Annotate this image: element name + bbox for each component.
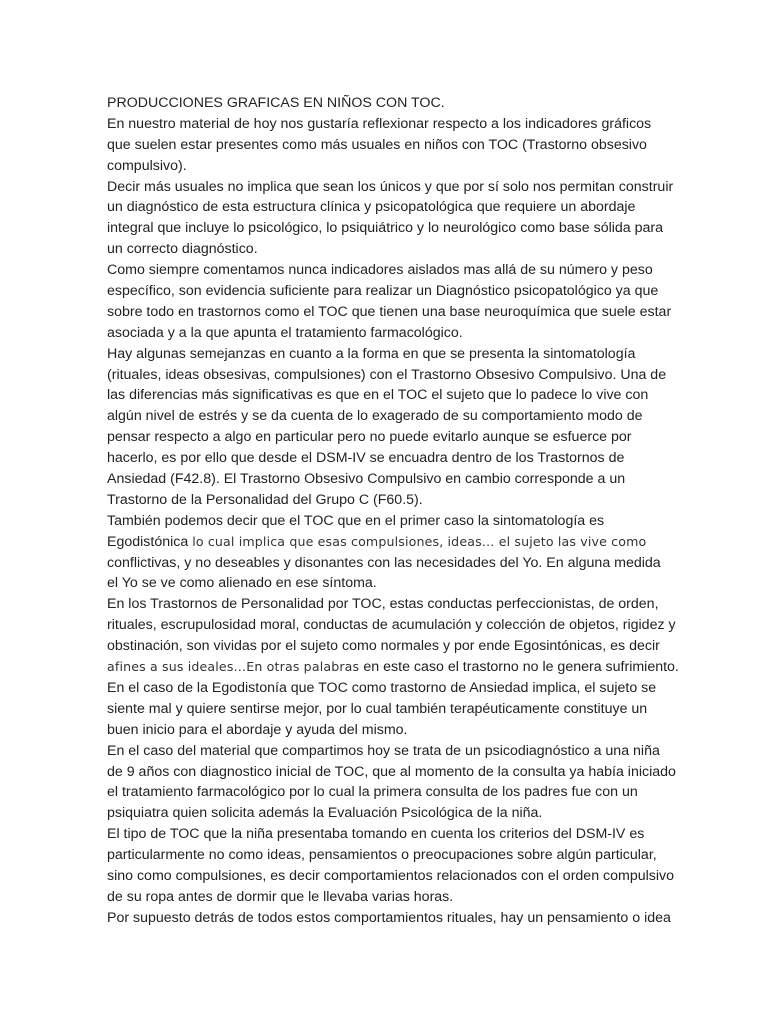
text-segment: obstinación, son vividas por el sujeto como normales y por ende Egosintónicas, es decir — [107, 638, 660, 655]
text-segment: Como siempre comentamos nunca indicadores aislados mas allá de su número y peso — [107, 262, 653, 279]
text-line — [107, 762, 676, 783]
text-line — [107, 344, 667, 365]
text-segment: Decir más usuales no implica que sean los únicos y que por sí solo nos permitan construir — [107, 178, 674, 195]
text-segment: en este caso el trastorno no le genera sufrimiento. — [363, 659, 679, 676]
text-segment: lo cual implica que esas compulsiones, ideas… el sujeto las vive como — [192, 533, 647, 549]
text-line — [107, 803, 667, 824]
text-line — [107, 114, 667, 135]
text-segment: sobre todo en trastornos como el TOC que tienen una base neuroquímica que suele estar — [107, 303, 672, 320]
text-line — [107, 678, 667, 699]
text-line — [107, 448, 667, 469]
text-segment: PRODUCCIONES GRAFICAS EN NIÑOS CON TOC. — [107, 95, 445, 111]
text-segment: pensar respecto a algo en particular pero no puede evitarlo aunque se esfuerce por — [107, 429, 632, 446]
text-line — [107, 177, 674, 198]
text-line — [107, 93, 667, 114]
text-line — [107, 239, 667, 260]
text-line — [107, 866, 674, 887]
text-segment: de 9 años con diagnostico inicial de TOC, que al momento de la consulta ya había iniciado — [107, 763, 676, 780]
text-line — [107, 615, 676, 636]
text-line — [107, 845, 667, 866]
text-segment: Hay algunas semejanzas en cuanto a la forma en que se presenta la sintomatología — [107, 345, 636, 362]
text-segment: psiquiatra quien solicita además la Evaluación Psicológica de la niña. — [107, 805, 543, 822]
text-segment: El tipo de TOC que la niña presentaba tomando en cuenta los criterios del DSM-IV es — [107, 826, 645, 843]
text-segment: específico, son evidencia suficiente para realizar un Diagnóstico psicopatológico ya que — [107, 283, 659, 300]
text-segment: las diferencias más significativas es que en el TOC el sujeto que lo padece lo vive con — [107, 387, 649, 404]
text-segment: Por supuesto detrás de todos estos comportamientos rituales, hay un pensamiento o idea — [107, 909, 671, 926]
text-segment: siente mal y quiere sentirse mejor, por lo cual también terapéuticamente constituye un — [107, 700, 648, 717]
text-line — [107, 469, 667, 490]
text-line — [107, 532, 667, 553]
text-line — [107, 573, 667, 594]
text-line — [107, 260, 667, 281]
text-line — [107, 197, 667, 218]
text-segment: En el caso del material que compartimos hoy se trata de un psicodiagnóstico a una niña — [107, 742, 660, 759]
text-segment: el tratamiento farmacológico por lo cual la primera consulta de los padres fue con un — [107, 784, 638, 801]
text-line — [107, 302, 672, 323]
text-line — [107, 323, 667, 344]
text-line — [107, 427, 667, 448]
text-line — [107, 887, 667, 908]
text-segment: el Yo se ve como alienado en ese síntoma. — [107, 575, 377, 592]
text-line — [107, 908, 671, 929]
text-segment: algún nivel de estrés y se da cuenta de lo exagerado de su comportamiento modo de — [107, 408, 643, 425]
text-segment: afines a sus ideales…En otras palabras — [107, 659, 364, 675]
text-segment: En nuestro material de hoy nos gustaría reflexionar respecto a los indicadores gráficos — [107, 115, 652, 132]
text-line — [107, 699, 667, 720]
text-segment: un correcto diagnóstico. — [107, 241, 258, 258]
text-segment: sino como compulsiones, es decir comportamientos relacionados con el orden compulsivo — [107, 867, 674, 884]
text-segment: que suelen estar presentes como más usuales en niños con TOC (Trastorno obsesivo — [107, 136, 647, 153]
text-segment: hacerlo, es por ello que desde el DSM-IV se encuadra dentro de los Trastornos de — [107, 450, 625, 467]
text-segment: compulsivo). — [107, 157, 187, 174]
text-segment: integral que incluye lo psicológico, lo psiquiátrico y lo neurológico como base sólida para — [107, 220, 664, 237]
text-line — [107, 385, 667, 406]
text-line — [107, 281, 667, 302]
text-segment: buen inicio para el abordaje y ayuda del mismo. — [107, 721, 408, 738]
text-segment: asociada y a la que apunta el tratamiento farmacológico. — [107, 324, 463, 341]
text-segment: Egodistónica — [107, 533, 193, 550]
text-line — [107, 135, 667, 156]
text-line — [107, 720, 667, 741]
text-line — [107, 490, 667, 511]
document-page — [107, 93, 679, 929]
text-segment: de su ropa antes de dormir que le llevaba varias horas. — [107, 888, 454, 905]
text-line — [107, 741, 667, 762]
text-segment: un diagnóstico de esta estructura clínica y psicopatológica que requiere un abordaje — [107, 199, 636, 216]
text-segment: conflictivas, y no deseables y disonantes con las necesidades del Yo. En alguna medida — [107, 554, 661, 571]
text-line — [107, 657, 679, 678]
text-line — [107, 156, 667, 177]
text-segment: (rituales, ideas obsesivas, compulsiones) con el Trastorno Obsesivo Compulsivo. Una de — [107, 366, 667, 383]
text-line — [107, 365, 667, 386]
text-line — [107, 406, 667, 427]
text-line — [107, 218, 667, 239]
text-line — [107, 824, 667, 845]
text-segment: También podemos decir que el TOC que en el primer caso la sintomatología es — [107, 512, 605, 529]
text-segment: En el caso de la Egodistonía que TOC como trastorno de Ansiedad implica, el sujeto se — [107, 679, 657, 696]
text-segment: Trastorno de la Personalidad del Grupo C (F60.5). — [107, 491, 423, 508]
text-segment: rituales, escrupulosidad moral, conductas de acumulación y colección de objetos, rigidez y — [107, 617, 676, 634]
text-line — [107, 511, 667, 532]
text-segment: Ansiedad (F42.8). El Trastorno Obsesivo Compulsivo en cambio corresponde a un — [107, 471, 626, 488]
text-line — [107, 553, 667, 574]
text-line — [107, 636, 667, 657]
text-line — [107, 594, 667, 615]
text-line — [107, 782, 667, 803]
text-segment: particularmente no como ideas, pensamientos o preocupaciones sobre algún particular, — [107, 847, 657, 864]
text-segment: En los Trastornos de Personalidad por TOC, estas conductas perfeccionistas, de orden, — [107, 596, 659, 613]
